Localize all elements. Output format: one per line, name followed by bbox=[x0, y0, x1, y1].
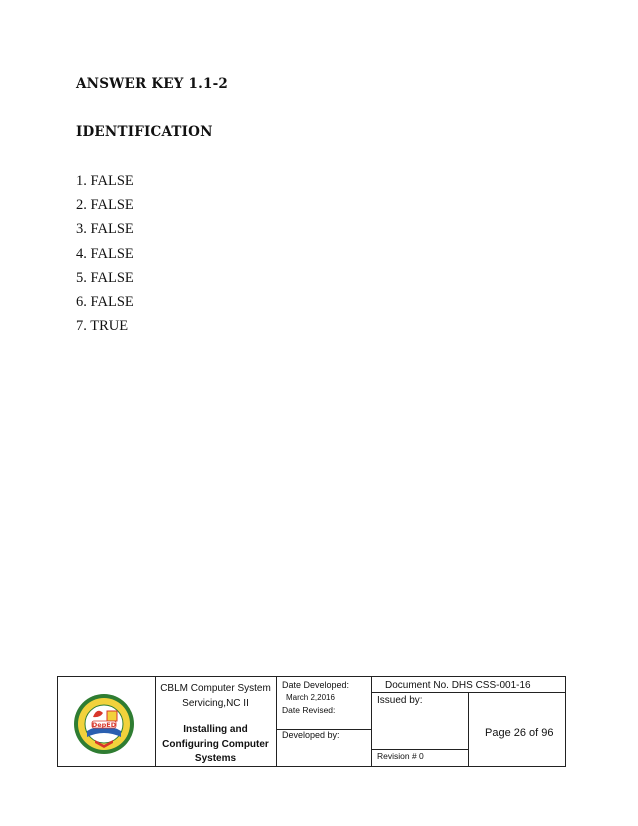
developed-by-label: Developed by: bbox=[282, 730, 340, 740]
course-title-line1: CBLM Computer System bbox=[160, 683, 271, 694]
answer-item: 4. FALSE bbox=[76, 245, 134, 262]
module-title-line2: Configuring Computer bbox=[162, 739, 269, 750]
date-developed-value: March 2,2016 bbox=[286, 693, 335, 702]
answer-item: 7. TRUE bbox=[76, 318, 129, 335]
answer-item: 1. FALSE bbox=[76, 173, 134, 189]
module-title-line1: Installing and bbox=[183, 724, 248, 735]
answer-item: 6. FALSE bbox=[76, 293, 134, 310]
document-number: Document No. DHS CSS-001-16 bbox=[385, 680, 531, 691]
revision-number: Revision # 0 bbox=[377, 751, 424, 761]
page-number: Page 26 of 96 bbox=[485, 727, 554, 739]
date-revised-label: Date Revised: bbox=[282, 705, 336, 715]
answer-item: 5. FALSE bbox=[76, 269, 134, 286]
school-seal-logo bbox=[73, 693, 135, 755]
svg-text:DepED: DepED bbox=[91, 721, 117, 729]
issued-by-label: Issued by: bbox=[377, 695, 423, 706]
module-title-line3: Systems bbox=[194, 753, 237, 764]
answer-item: 2. FALSE bbox=[76, 197, 134, 214]
document-footer-table bbox=[57, 676, 566, 767]
answer-list bbox=[76, 172, 134, 341]
date-developed-label: Date Developed: bbox=[282, 680, 350, 690]
answer-item: 3. FALSE bbox=[76, 221, 134, 238]
course-title-line2: Servicing,NC II bbox=[182, 698, 249, 709]
heading-answer-key: ANSWER KEY 1.1-2 bbox=[76, 76, 228, 92]
heading-identification: IDENTIFICATION bbox=[76, 124, 213, 140]
